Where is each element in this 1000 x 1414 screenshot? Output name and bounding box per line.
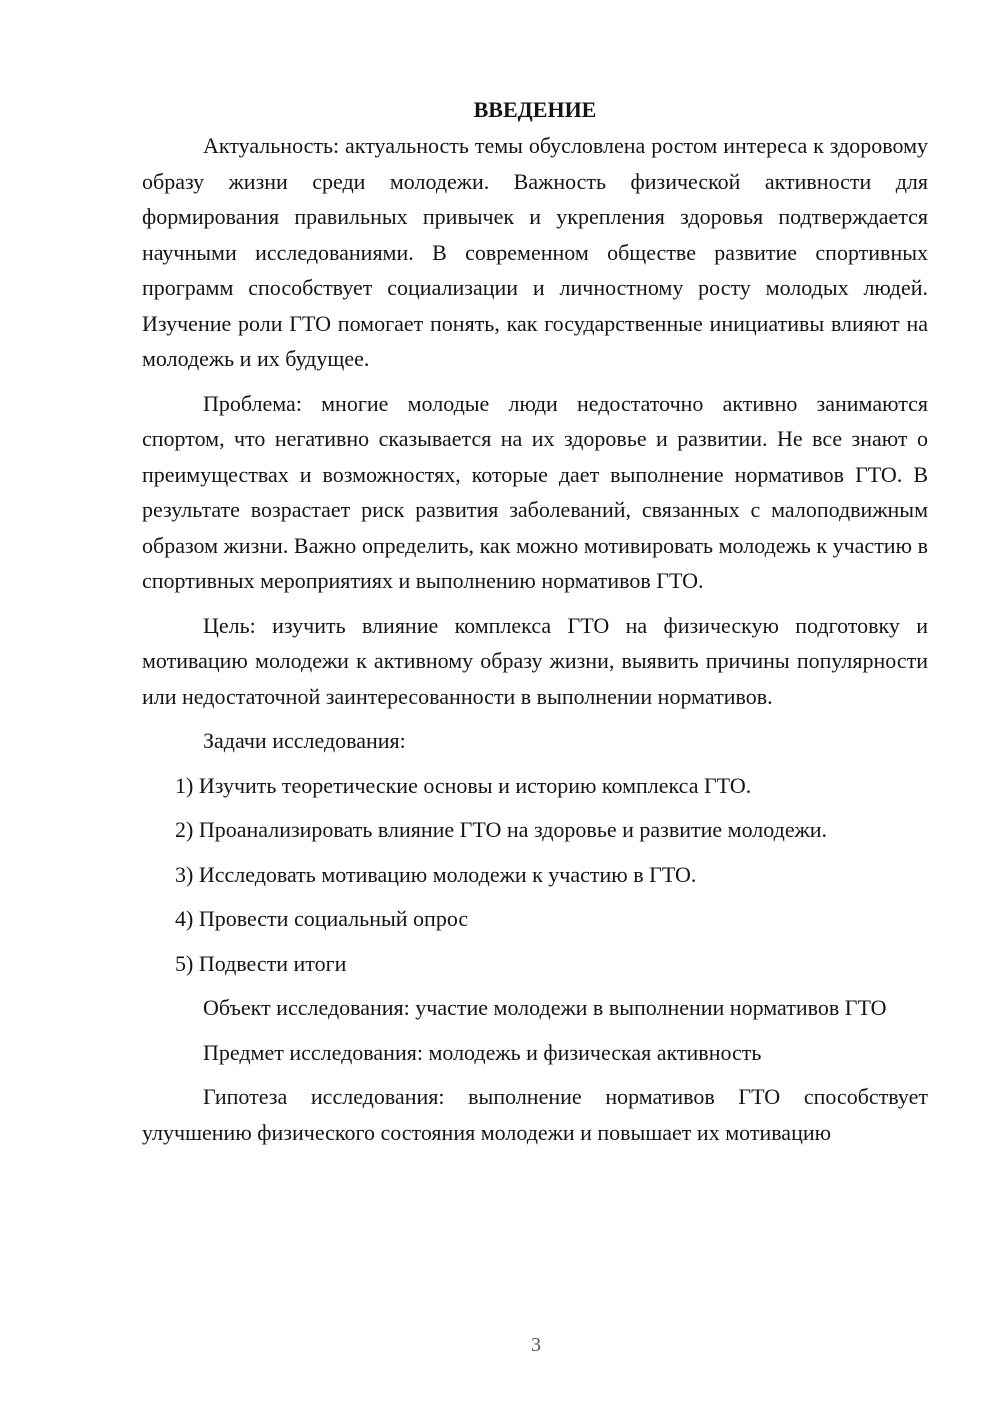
task-item: 5) Подвести итоги [175,950,347,976]
paragraph-problem: Проблема: многие молодые люди недостаточно активно занимаются спортом, что негативно сказывается на их здоровье и развитии. Не все знают о преимуществах и возможностях, которые дает выполнение нормативов ГТО. В результате возрастает риск развития заболеваний, связанных с малоподвижным образом жизни. Важно определить, как можно мотивировать молодежь к участию в спортивных мероприятиях и выполнению нормативов ГТО. [142,390,928,593]
page-number: 3 [531,1334,541,1356]
paragraph-subject: Предмет исследования: молодежь и физическая активность [203,1039,762,1065]
task-item: 2) Проанализировать влияние ГТО на здоровье и развитие молодежи. [175,817,828,842]
task-item: 1) Изучить теоретические основы и историю комплекса ГТО. [175,772,752,798]
section-title: ВВЕДЕНИЕ [473,97,597,122]
paragraph-hypothesis: Гипотеза исследования: выполнение нормативов ГТО способствует улучшению физического состояния молодежи и повышает их мотивацию [142,1084,928,1145]
task-item: 4) Провести социальный опрос [175,906,469,931]
paragraph-tasks-heading: Задачи исследования: [203,728,406,753]
paragraph-goal: Цель: изучить влияние комплекса ГТО на физическую подготовку и мотивацию молодежи к активному образу жизни, выявить причины популярности или недостаточной заинтересованности в выполнении нормативов. [142,612,928,709]
paragraph-object: Объект исследования: участие молодежи в выполнении нормативов ГТО [203,995,887,1020]
document-page [142,92,928,1150]
paragraph-relevance: Актуальность: актуальность темы обусловлена ростом интереса к здоровому образу жизни среди молодежи. Важность физической активности для формирования правильных привычек и укрепления здоровья подтверждается научными исследованиями. В современном обществе развитие спортивных программ способствует социализации и личностному росту молодых людей. Изучение роли ГТО помогает понять, как государственные инициативы влияют на молодежь и их будущее. [142,133,928,371]
task-item: 3) Исследовать мотивацию молодежи к участию в ГТО. [175,861,697,887]
